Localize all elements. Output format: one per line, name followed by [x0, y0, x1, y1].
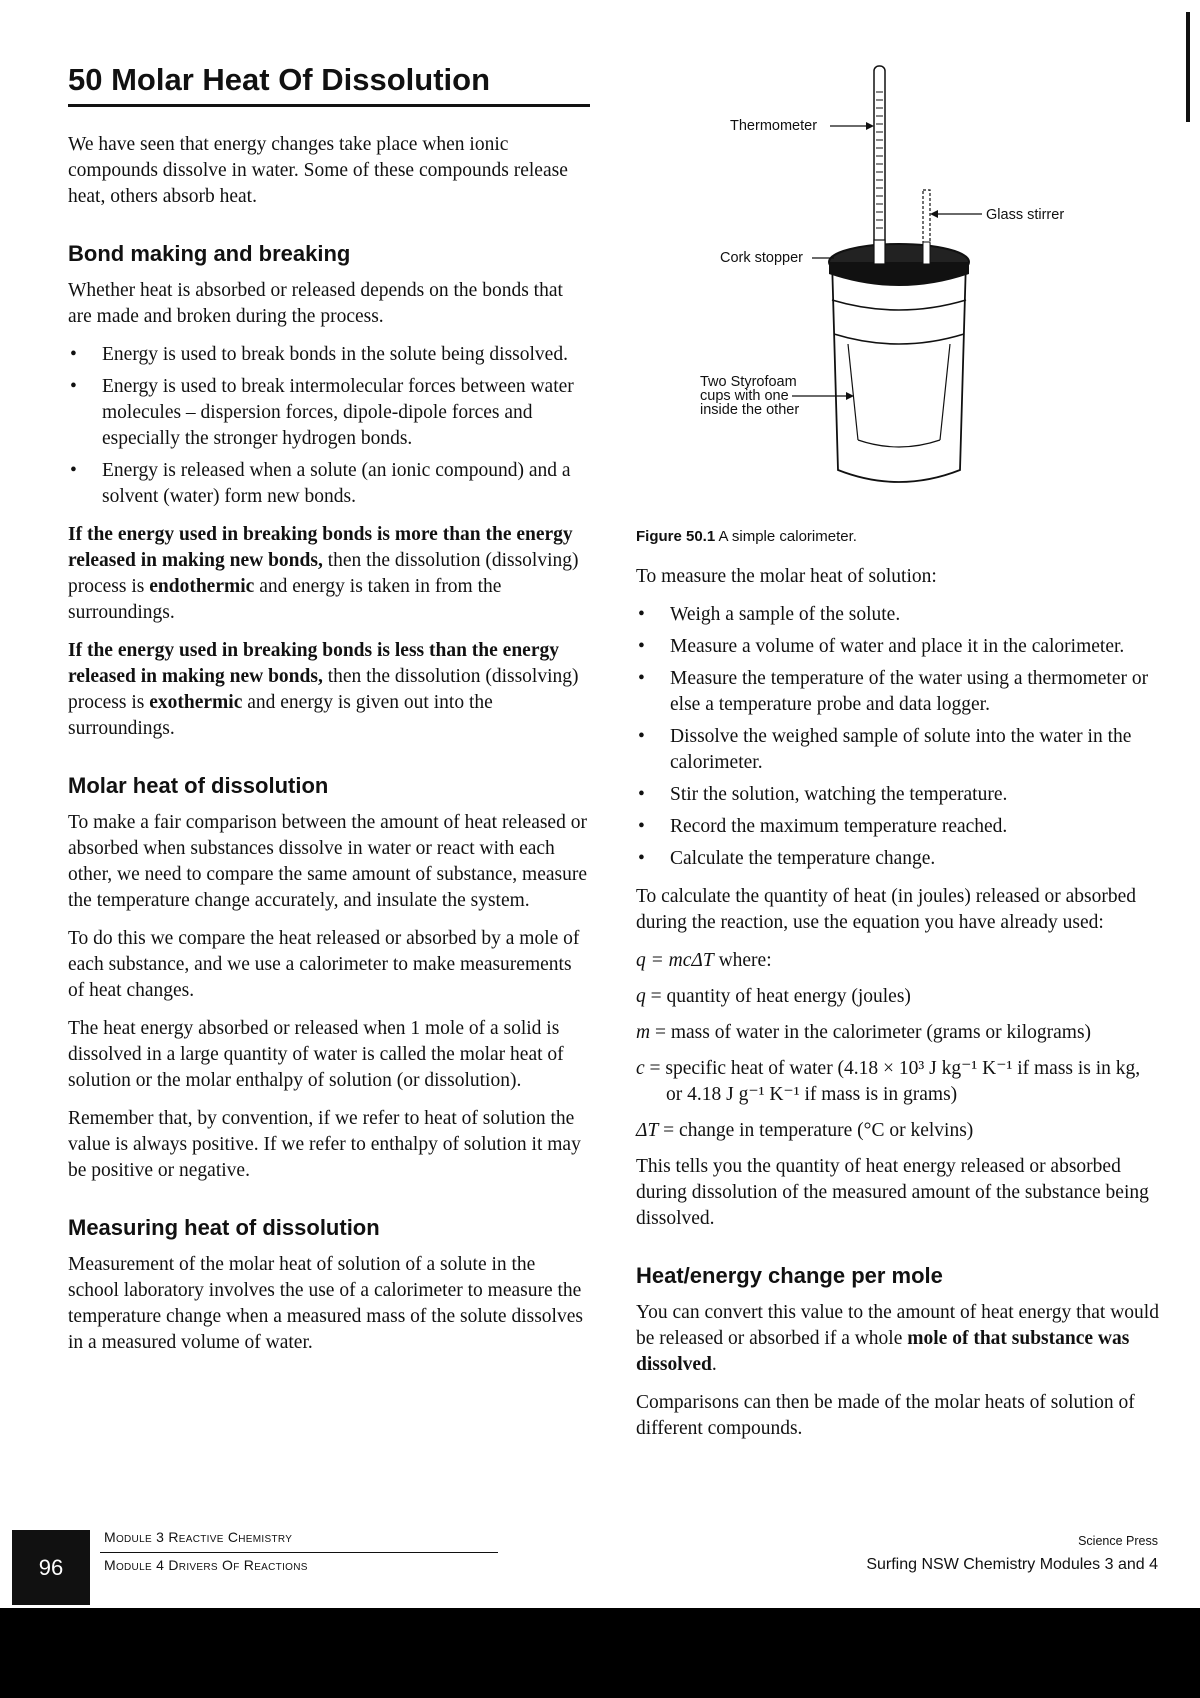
- molar-heading: Molar heat of dissolution: [68, 773, 329, 798]
- comparison-paragraph: Comparisons can then be made of the molar heats of solution of different compounds.: [636, 1392, 1135, 1439]
- footer-publisher: Science Press: [1078, 1534, 1158, 1548]
- equation-suffix: where:: [713, 950, 772, 971]
- endo-text-1: then the dissolution (dissolving) process is: [68, 550, 579, 597]
- cups-label-line-2: cups with one: [700, 388, 789, 404]
- molar-paragraph: To do this we compare the heat released or absorbed by a mole of each substance, and we use a calorimeter to make measurements of heat changes.: [68, 928, 580, 1001]
- endo-text-2: and energy is taken in from the surroundings.: [68, 576, 502, 623]
- equation-symbol: m: [636, 1022, 651, 1043]
- per-mole-text-1: You can convert this value to the amount of heat energy that would be released or absorbed if a whole: [636, 1302, 1159, 1349]
- exothermic-paragraph: [68, 638, 590, 742]
- equation-definition: = mass of water in the calorimeter (grams or kilograms): [650, 1022, 1092, 1043]
- per-mole-paragraph: [636, 1300, 1160, 1378]
- intro-paragraph: We have seen that energy changes take place when ionic compounds dissolve in water. Some of these compounds release heat, others absorb heat.: [68, 134, 568, 207]
- cups-label-line-1: Two Styrofoam: [700, 374, 797, 390]
- footer-rule: [100, 1552, 498, 1553]
- per-mole-bold: mole of that substance was dissolved: [636, 1328, 1130, 1375]
- arrow-icon: [866, 122, 874, 130]
- measuring-paragraph: Measurement of the molar heat of solution of a solute in the school laboratory involves the use of a calorimeter to measure the temperature change when a measured mass of the solute dissolves in a measured volume of water.: [68, 1254, 583, 1353]
- endo-bold-2: endothermic: [149, 576, 255, 597]
- figure-caption: [636, 528, 857, 545]
- equation-symbol: ΔT: [636, 1120, 659, 1141]
- edge-mark: [1186, 12, 1190, 122]
- molar-paragraph: The heat energy absorbed or released when 1 mole of a solid is dissolved in a large quantity of water is called the molar heat of solution or the molar enthalpy of solution (or dissolution).: [68, 1018, 564, 1091]
- list-item: • Weigh a sample of the solute.: [636, 602, 1160, 628]
- list-item: • Energy is released when a solute (an ionic compound) and a solvent (water) form new bonds.: [68, 458, 590, 510]
- molar-paragraph: Remember that, by convention, if we refer to heat of solution the value is always positive. If we refer to enthalpy of solution it may be positive or negative.: [68, 1108, 581, 1181]
- equation-c: [636, 1056, 1160, 1108]
- equation-definition: = quantity of heat energy (joules): [645, 986, 911, 1007]
- calorimeter-diagram: [690, 62, 1130, 532]
- thermometer-shape: [874, 240, 885, 264]
- measuring-heading: Measuring heat of dissolution: [68, 1215, 380, 1240]
- list-item: • Measure a volume of water and place it in the calorimeter.: [636, 634, 1160, 660]
- cups-label-line-3: inside the other: [700, 402, 800, 418]
- list-item: • Calculate the temperature change.: [636, 846, 1160, 872]
- exo-text-1: then the dissolution (dissolving) process is: [68, 666, 579, 713]
- right-column: [636, 564, 1160, 1454]
- equation-delta-t: [636, 1118, 1160, 1144]
- arrow-icon: [930, 210, 938, 218]
- list-item: • Measure the temperature of the water using a thermometer or else a temperature probe and data logger.: [636, 666, 1160, 718]
- list-item: • Stir the solution, watching the temperature.: [636, 782, 1160, 808]
- per-mole-text-2: .: [711, 1354, 717, 1375]
- per-mole-heading: Heat/energy change per mole: [636, 1263, 943, 1288]
- figure-caption-text: A simple calorimeter.: [715, 528, 857, 545]
- equation-definition: = specific heat of water (4.18 × 10³ J kg⁻¹ K⁻¹ if mass is in kg, or 4.18 J g⁻¹ K⁻¹ if mass is in grams): [644, 1058, 1141, 1105]
- glass-stirrer-label: Glass stirrer: [986, 207, 1065, 223]
- equation-m: [636, 1020, 1160, 1046]
- cork-stopper-label: Cork stopper: [720, 250, 804, 266]
- footer-module-4: Module 4 Drivers Of Reactions: [104, 1557, 308, 1573]
- bond-list: [68, 342, 590, 510]
- equation-main: [636, 948, 1160, 974]
- procedure-list: [636, 602, 1160, 872]
- equation-q: [636, 984, 1160, 1010]
- left-column: [68, 132, 590, 1368]
- equation-block: [636, 948, 1160, 1144]
- figure-number: Figure 50.1: [636, 528, 716, 545]
- page-number: 96: [12, 1530, 90, 1605]
- list-item: • Energy is used to break bonds in the solute being dissolved.: [68, 342, 590, 368]
- footer-module-3: Module 3 Reactive Chemistry: [104, 1529, 293, 1545]
- list-item: • Dissolve the weighed sample of solute into the water in the calorimeter.: [636, 724, 1160, 776]
- bond-paragraph: Whether heat is absorbed or released depends on the bonds that are made and broken during the process.: [68, 280, 563, 327]
- endothermic-paragraph: [68, 522, 590, 626]
- thermometer-label: Thermometer: [730, 118, 818, 134]
- exo-bold-2: exothermic: [149, 692, 243, 713]
- scan-border: [0, 1608, 1200, 1698]
- outer-cup-shape: [832, 260, 966, 482]
- list-item: • Record the maximum temperature reached.: [636, 814, 1160, 840]
- calculation-paragraph: To calculate the quantity of heat (in joules) released or absorbed during the reaction, use the equation you have already used:: [636, 886, 1137, 933]
- molar-paragraph: To make a fair comparison between the amount of heat released or absorbed when substances dissolve in water or react with each other, we need to compare the same amount of substance, measure the temperature change accurately, and insulate the system.: [68, 812, 588, 911]
- equation-formula: q = mcΔT: [636, 950, 714, 971]
- equation-symbol: q: [636, 986, 646, 1007]
- explanation-paragraph: This tells you the quantity of heat energy released or absorbed during dissolution of the measured amount of the substance being dissolved.: [636, 1156, 1149, 1229]
- footer-book-title: Surfing NSW Chemistry Modules 3 and 4: [866, 1556, 1158, 1573]
- procedure-intro: To measure the molar heat of solution:: [636, 566, 937, 587]
- exo-text-2: and energy is given out into the surroundings.: [68, 692, 493, 739]
- exo-bold-1: If the energy used in breaking bonds is less than the energy released in making new bonds,: [68, 640, 559, 687]
- bond-heading: Bond making and breaking: [68, 241, 351, 266]
- list-item: • Energy is used to break intermolecular forces between water molecules – dispersion forces, dipole-dipole forces and especially the stronger hydrogen bonds.: [68, 374, 590, 452]
- equation-symbol: c: [636, 1058, 645, 1079]
- glass-stirrer-shape: [923, 242, 930, 264]
- title-rule: [68, 104, 590, 107]
- page-title: 50 Molar Heat Of Dissolution: [68, 62, 491, 97]
- endo-bold-1: If the energy used in breaking bonds is more than the energy released in making new bonds,: [68, 524, 573, 571]
- equation-definition: = change in temperature (°C or kelvins): [658, 1120, 974, 1141]
